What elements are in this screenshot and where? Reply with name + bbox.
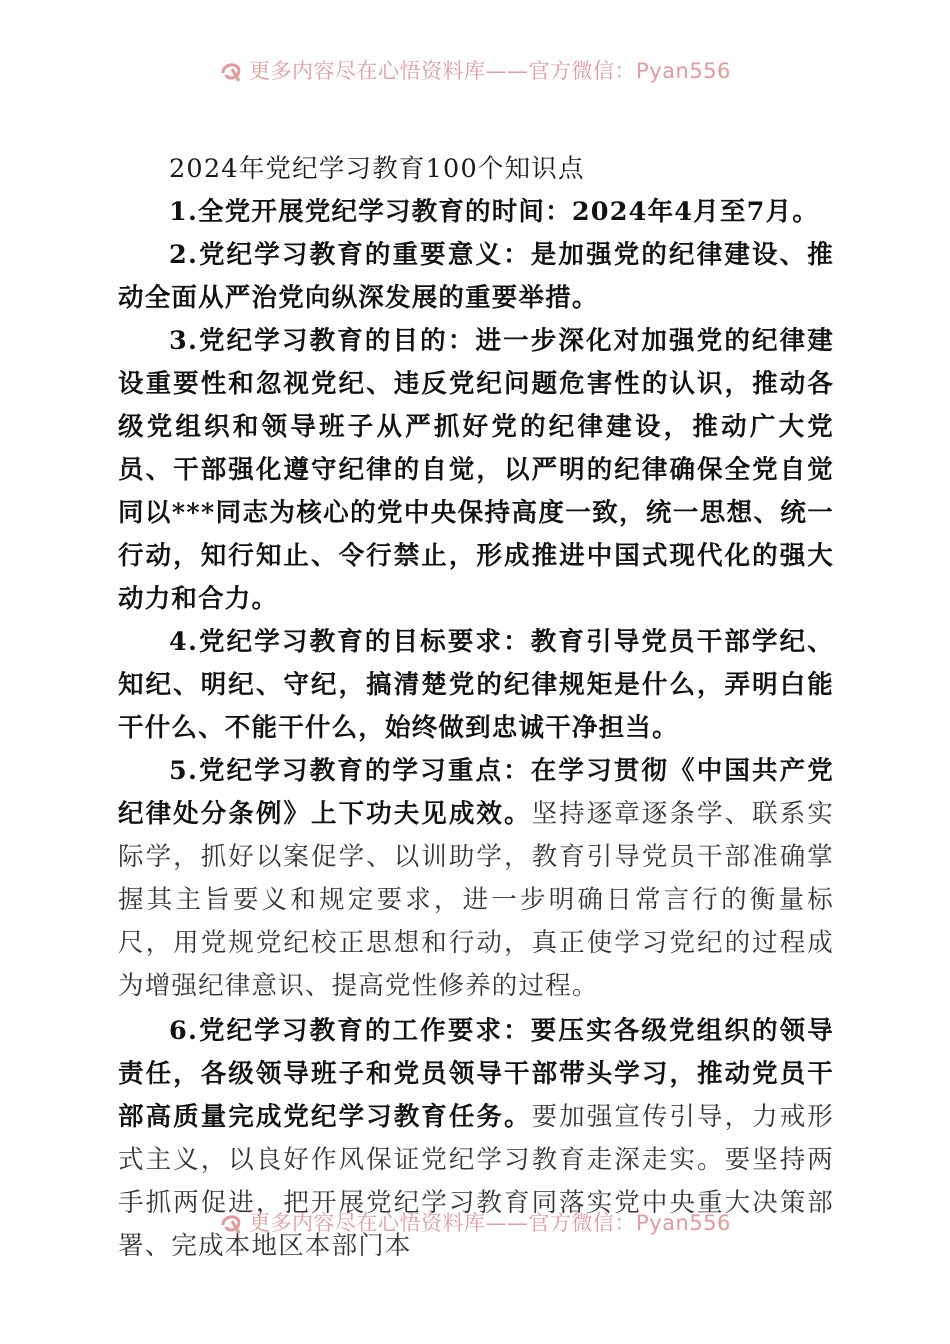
document-body bbox=[118, 148, 834, 1268]
paragraph-5-body: 坚持逐章逐条学、联系实际学，抓好以案促学、以训助学，教育引导党员干部准确掌握其主旨要义和规定要求，进一步明确日常言行的衡量标尺，用党规党纪校正思想和行动，真正使学习党纪的过程成为增强纪律意识、提高党性修养的过程。 bbox=[118, 799, 834, 1001]
paragraph-1: 1.全党开展党纪学习教育的时间：2024年4月至7月。 bbox=[169, 197, 819, 227]
paragraph-3: 3.党纪学习教育的目的：进一步深化对加强党的纪律建设重要性和忽视党纪、违反党纪问题危害性的认识，推动各级党组织和领导班子从严抓好党的纪律建设，推动广大党员、干部强化遵守纪律的自觉，以严明的纪律确保全党自觉同以***同志为核心的党中央保持高度一致，统一思想、统一行动，知行知止、令行禁止，形成推进中国式现代化的强大动力和合力。 bbox=[118, 326, 834, 614]
watermark-text: 更多内容尽在心悟资料库——官方微信：Pyan556 bbox=[249, 1211, 731, 1235]
paragraph-5 bbox=[118, 750, 834, 1008]
paragraph-6-body: 要加强宣传引导，力戒形式主义，以良好作风保证党纪学习教育走深走实。要坚持两手抓两促进，把开展党纪学习教育同落实党中央重大决策部署、完成本地区本部门本 bbox=[118, 1102, 834, 1261]
paragraph-4: 4.党纪学习教育的目标要求：教育引导党员干部学纪、知纪、明纪、守纪，搞清楚党的纪律规矩是什么，弄明白能干什么、不能干什么，始终做到忠诚干净担当。 bbox=[118, 627, 834, 743]
logo-icon bbox=[219, 59, 245, 85]
paragraph-2: 2.党纪学习教育的重要意义：是加强党的纪律建设、推动全面从严治党向纵深发展的重要举措。 bbox=[118, 240, 834, 313]
paragraph-5-heading: 5.党纪学习教育的学习重点：在学习贯彻《中国共产党纪律处分条例》上下功夫见成效。 bbox=[118, 756, 834, 829]
paragraph-6-heading: 6.党纪学习教育的工作要求：要压实各级党组织的领导责任，各级领导班子和党员领导干部带头学习，推动党员干部高质量完成党纪学习教育任务。 bbox=[118, 1016, 834, 1132]
document-title: 2024年党纪学习教育100个知识点 bbox=[169, 154, 585, 184]
logo-icon bbox=[219, 1211, 245, 1237]
watermark-header bbox=[0, 56, 950, 86]
watermark-footer bbox=[0, 1208, 950, 1238]
watermark-text: 更多内容尽在心悟资料库——官方微信：Pyan556 bbox=[249, 59, 731, 83]
